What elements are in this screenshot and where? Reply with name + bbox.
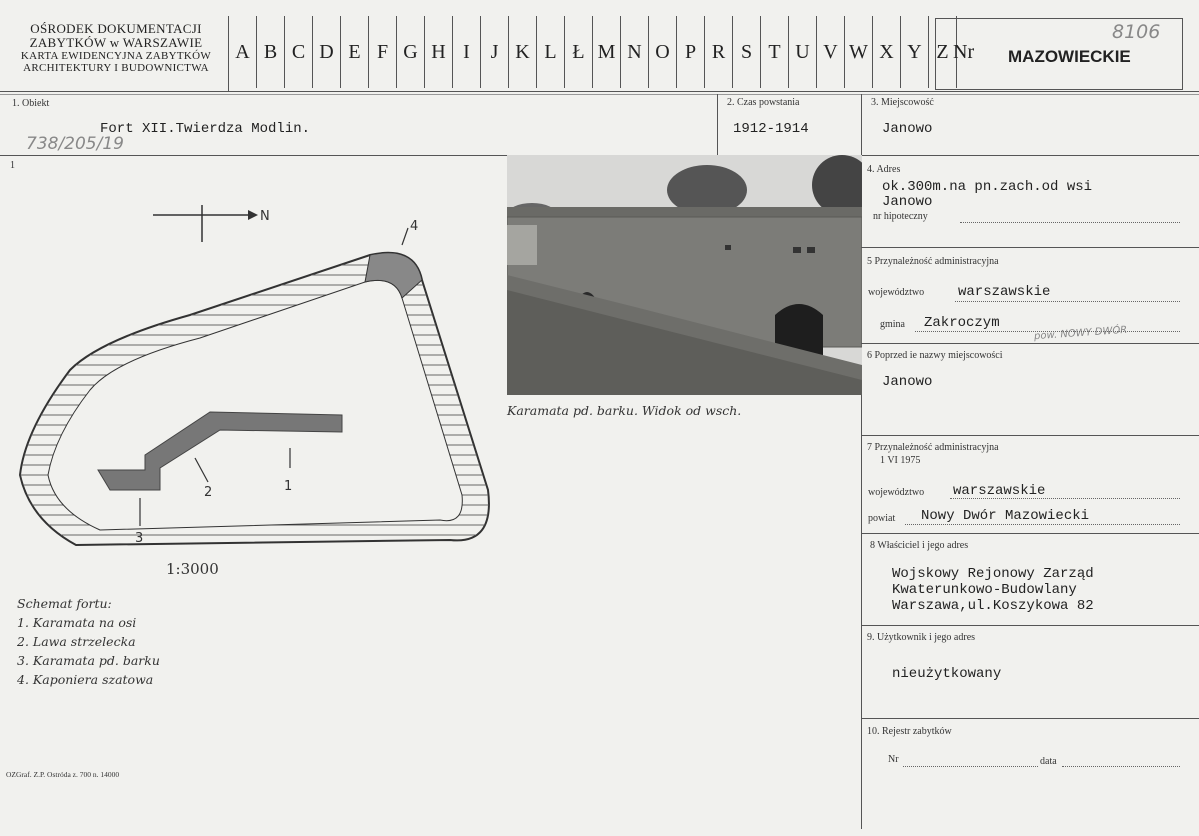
field-value-adres-line2: Janowo	[882, 194, 933, 210]
powiat-value: Nowy Dwór Mazowiecki	[921, 508, 1090, 524]
institution-line: KARTA EWIDENCYJNA ZABYTKÓW	[20, 50, 212, 62]
field-label-obiekt: 1. Obiekt	[12, 98, 50, 109]
field-sub-hipoteczny: nr hipoteczny	[873, 211, 928, 222]
print-footer: OZGraf. Z.P. Ostróda z. 700 n. 14000	[6, 770, 120, 779]
field-label-wlasciciel: 8 Właściciel i jego adres	[870, 540, 969, 551]
plan-label-1: 1	[284, 479, 293, 494]
letter-cell: X	[873, 16, 901, 88]
letter-cell: L	[537, 16, 565, 88]
field-label-rejestr: 10. Rejestr zabytków	[867, 726, 952, 737]
field-value-poprzed: Janowo	[882, 374, 933, 390]
legend-title: Schemat fortu:	[17, 596, 112, 611]
field-label-przyn5: 5 Przynależność administracyjna	[867, 256, 999, 267]
letter-cell: U	[789, 16, 817, 88]
institution-stamp	[5, 22, 227, 74]
plan-scale: 1:3000	[166, 560, 219, 578]
letter-cell: R	[705, 16, 733, 88]
rampart-hatching	[20, 253, 489, 545]
plan-section-number: 1	[10, 160, 15, 171]
letter-cell: G	[397, 16, 425, 88]
pencil-catalog-number: 738/205/19	[26, 134, 124, 154]
legend-item: 1. Karamata na osi	[17, 615, 137, 630]
letter-cell: D	[313, 16, 341, 88]
letter-cell: P	[677, 16, 705, 88]
plan-label-3: 3	[135, 531, 144, 546]
owner-line: Warszawa,ul.Koszykowa 82	[892, 598, 1094, 614]
letter-cell: Y	[901, 16, 929, 88]
institution-line: ARCHITEKTURY I BUDOWNICTWA	[23, 62, 209, 74]
rejestr-nr-label: Nr	[888, 754, 899, 765]
field-label-czas: 2. Czas powstania	[727, 97, 800, 108]
nr-label: Nr	[953, 41, 975, 63]
woj-label-7: województwo	[868, 487, 925, 498]
plan-legend	[17, 594, 160, 689]
label-leader-4	[402, 228, 408, 245]
letter-cell: F	[369, 16, 397, 88]
fort-plan-drawing	[10, 200, 500, 580]
letter-cell: O	[649, 16, 677, 88]
woj-label-5: województwo	[868, 287, 925, 298]
region-name: MAZOWIECKIE	[1008, 47, 1131, 66]
letter-cell: T	[761, 16, 789, 88]
letter-cell: Ł	[565, 16, 593, 88]
letter-cell: C	[285, 16, 313, 88]
pencil-powiat-note: pow. NOWY DWÓR	[1033, 324, 1128, 343]
field-value-uzytkownik: nieużytkowany	[892, 666, 1002, 682]
number-box	[935, 18, 1183, 90]
letter-cell: K	[509, 16, 537, 88]
rejestr-data-label: data	[1040, 756, 1057, 767]
woj-value-7: warszawskie	[953, 483, 1046, 499]
letter-cell: A	[229, 16, 257, 88]
field-label-przyn7: 7 Przynależność administracyjna	[867, 442, 999, 453]
field-value-miejscowosc: Janowo	[882, 121, 933, 137]
field-value-adres-line1: ok.300m.na pn.zach.od wsi	[882, 179, 1093, 195]
field-label-uzytkownik: 9. Użytkownik i jego adres	[867, 632, 976, 643]
north-arrow-head	[248, 210, 258, 220]
fort-photo	[507, 155, 862, 395]
field-label-poprzed: 6 Poprzed ie nazwy miejscowości	[867, 350, 1003, 361]
gmina-value: Zakroczym	[924, 315, 1000, 331]
przyn7-date: 1 VI 1975	[880, 455, 921, 466]
letter-cell: I	[453, 16, 481, 88]
letter-cell: J	[481, 16, 509, 88]
pencil-number: 8106	[1112, 21, 1161, 43]
letter-cell: Z	[929, 16, 957, 88]
letter-cell: S	[733, 16, 761, 88]
field-value-czas: 1912-1914	[733, 121, 809, 137]
legend-item: 3. Karamata pd. barku	[17, 653, 160, 668]
index-letters	[229, 16, 957, 88]
letter-cell: W	[845, 16, 873, 88]
powiat-label: powiat	[868, 513, 896, 524]
north-label: N	[260, 209, 270, 224]
letter-cell: V	[817, 16, 845, 88]
letter-cell: M	[593, 16, 621, 88]
photo-caption: Karamata pd. barku. Widok od wsch.	[507, 403, 742, 418]
woj-value-5: warszawskie	[958, 284, 1051, 300]
letter-cell: E	[341, 16, 369, 88]
plan-label-4: 4	[410, 219, 419, 234]
legend-item: 4. Kaponiera szatowa	[17, 672, 154, 687]
letter-cell: N	[621, 16, 649, 88]
plan-label-2: 2	[204, 485, 213, 500]
letter-cell: H	[425, 16, 453, 88]
photo-scene	[507, 155, 862, 395]
field-label-miejscowosc: 3. Miejscowość	[871, 97, 934, 108]
letter-cell: B	[257, 16, 285, 88]
legend-item: 2. Lawa strzelecka	[17, 634, 136, 649]
gmina-label: gmina	[880, 319, 905, 330]
label-leader-2	[195, 458, 208, 482]
owner-line: Wojskowy Rejonowy Zarząd	[892, 566, 1094, 582]
institution-line: ZABYTKÓW w WARSZAWIE	[29, 35, 203, 50]
institution-line: OŚRODEK DOKUMENTACJI	[30, 21, 202, 36]
field-value-obiekt: Fort XII.Twierdza Modlin.	[100, 121, 311, 137]
owner-line: Kwaterunkowo-Budowlany	[892, 582, 1077, 598]
field-label-adres: 4. Adres	[867, 164, 901, 175]
fire-step-structure	[98, 412, 342, 490]
